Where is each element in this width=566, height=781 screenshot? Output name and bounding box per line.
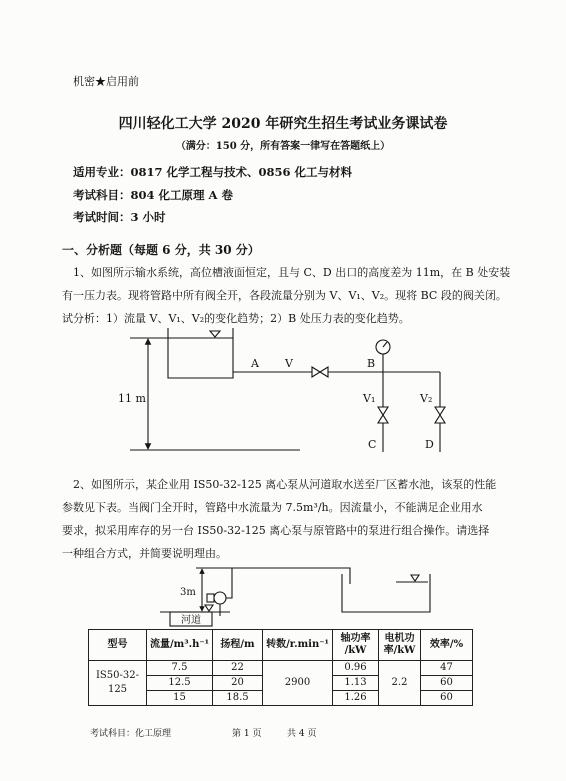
cell-efficiency: 60: [421, 676, 473, 691]
header-head: 扬程/m: [213, 630, 263, 661]
pipe-label-v: V: [285, 357, 293, 370]
subject-label: 考试科目：: [73, 188, 131, 202]
applicable-major: [73, 165, 352, 179]
exam-title: 四川轻化工大学 2020 年研究生招生考试业务课试卷: [118, 116, 448, 132]
question-1-line: 1、如图所示输水系统，高位槽液面恒定，且与 C、D 出口的高度差为 11m，在 B 处安装: [73, 266, 511, 279]
main-valve: [312, 367, 328, 377]
gauge-label-b: B: [367, 357, 376, 370]
liquid-level-marker: [210, 331, 220, 337]
cell-model: IS50-32-125: [89, 661, 147, 706]
cell-shaft-power: 1.26: [333, 691, 379, 706]
height-label: 3m: [180, 587, 196, 598]
header-shaft-power: 轴功率 /kW: [333, 630, 379, 661]
pump-icon: [214, 592, 226, 604]
river-label: 河道: [181, 615, 201, 626]
header-flow: 流量/m³.h⁻¹: [147, 630, 213, 661]
footer-page-total: 共 4 页: [287, 729, 317, 739]
footer-subject: 考试科目：化工原理: [90, 729, 172, 739]
header-motor-power: 电机功 率/kW: [379, 630, 421, 661]
question-1-line: 试分析：1）流量 V、V₁、V₂的变化趋势；2）B 处压力表的变化趋势。: [62, 312, 410, 325]
branch-d-valve: [435, 407, 445, 423]
time-label: 考试时间：: [73, 210, 131, 224]
pump-performance-table: [88, 629, 473, 706]
exam-subtitle: （满分：150 分，所有答案一律写在答题纸上）: [175, 141, 391, 152]
exam-subject: [73, 188, 233, 202]
pipe-label-a: A: [251, 357, 259, 370]
subject-value: 804 化工原理 A 卷: [130, 188, 233, 202]
cell-flow: 12.5: [147, 676, 213, 691]
cell-head: 18.5: [213, 691, 263, 706]
cell-speed: 2900: [263, 661, 333, 706]
major-value: 0817 化学工程与技术、0856 化工与材料: [130, 165, 353, 179]
reservoir-tank: [342, 574, 430, 612]
cell-efficiency: 60: [421, 691, 473, 706]
question-2-line: 要求，拟采用库存的另一台 IS50-32-125 离心泵与原管路中的泵进行组合操作。请选择: [62, 524, 490, 537]
outlet-label-d: D: [425, 438, 434, 451]
question-2-line: 参数见下表。当阀门全开时，管路中水流量为 7.5m³/h。因流量小，不能满足企业用水: [62, 501, 483, 514]
section-title: 一、分析题（每题 6 分，共 30 分）: [62, 243, 260, 257]
question-2-line: 一种组合方式，并简要说明理由。: [62, 547, 227, 560]
time-value: 3 小时: [130, 210, 166, 224]
cell-efficiency: 47: [421, 661, 473, 676]
pump-motor: [207, 594, 214, 602]
header-efficiency: 效率/%: [421, 630, 473, 661]
branch-c-valve: [378, 407, 388, 423]
valve-label-v1: V₁: [363, 392, 376, 405]
pump-system-diagram: [160, 560, 450, 628]
height-label: 11 m: [118, 392, 146, 405]
question-2-line: 2、如图所示，某企业用 IS50-32-125 离心泵从河道取水送至厂区蓄水池，该泵的性能: [73, 478, 497, 491]
cell-shaft-power: 1.13: [333, 676, 379, 691]
cell-flow: 15: [147, 691, 213, 706]
table-row: [89, 661, 473, 676]
cell-shaft-power: 0.96: [333, 661, 379, 676]
header-speed: 转数/r.min⁻¹: [263, 630, 333, 661]
water-supply-system-diagram: [110, 322, 460, 462]
question-1-line: 有一压力表。现将管路中所有阀全开，各段流量分别为 V、V₁、V₂。现将 BC 段的阀关闭。: [62, 289, 507, 302]
reservoir-level-marker: [411, 575, 419, 581]
cell-head: 22: [213, 661, 263, 676]
footer-page-number: 第 1 页: [232, 729, 262, 739]
table-header-row: [89, 630, 473, 661]
river-level-marker: [205, 605, 213, 611]
header-model: 型号: [89, 630, 147, 661]
major-label: 适用专业：: [73, 165, 131, 179]
cell-flow: 7.5: [147, 661, 213, 676]
exam-time: [73, 210, 166, 224]
valve-label-v2: V₂: [420, 392, 433, 405]
discharge-pipe: [226, 568, 350, 598]
confidential-mark: 机密★启用前: [73, 75, 139, 88]
outlet-label-c: C: [368, 438, 377, 451]
cell-motor-power: 2.2: [379, 661, 421, 706]
high-level-tank: [168, 328, 233, 378]
cell-head: 20: [213, 676, 263, 691]
